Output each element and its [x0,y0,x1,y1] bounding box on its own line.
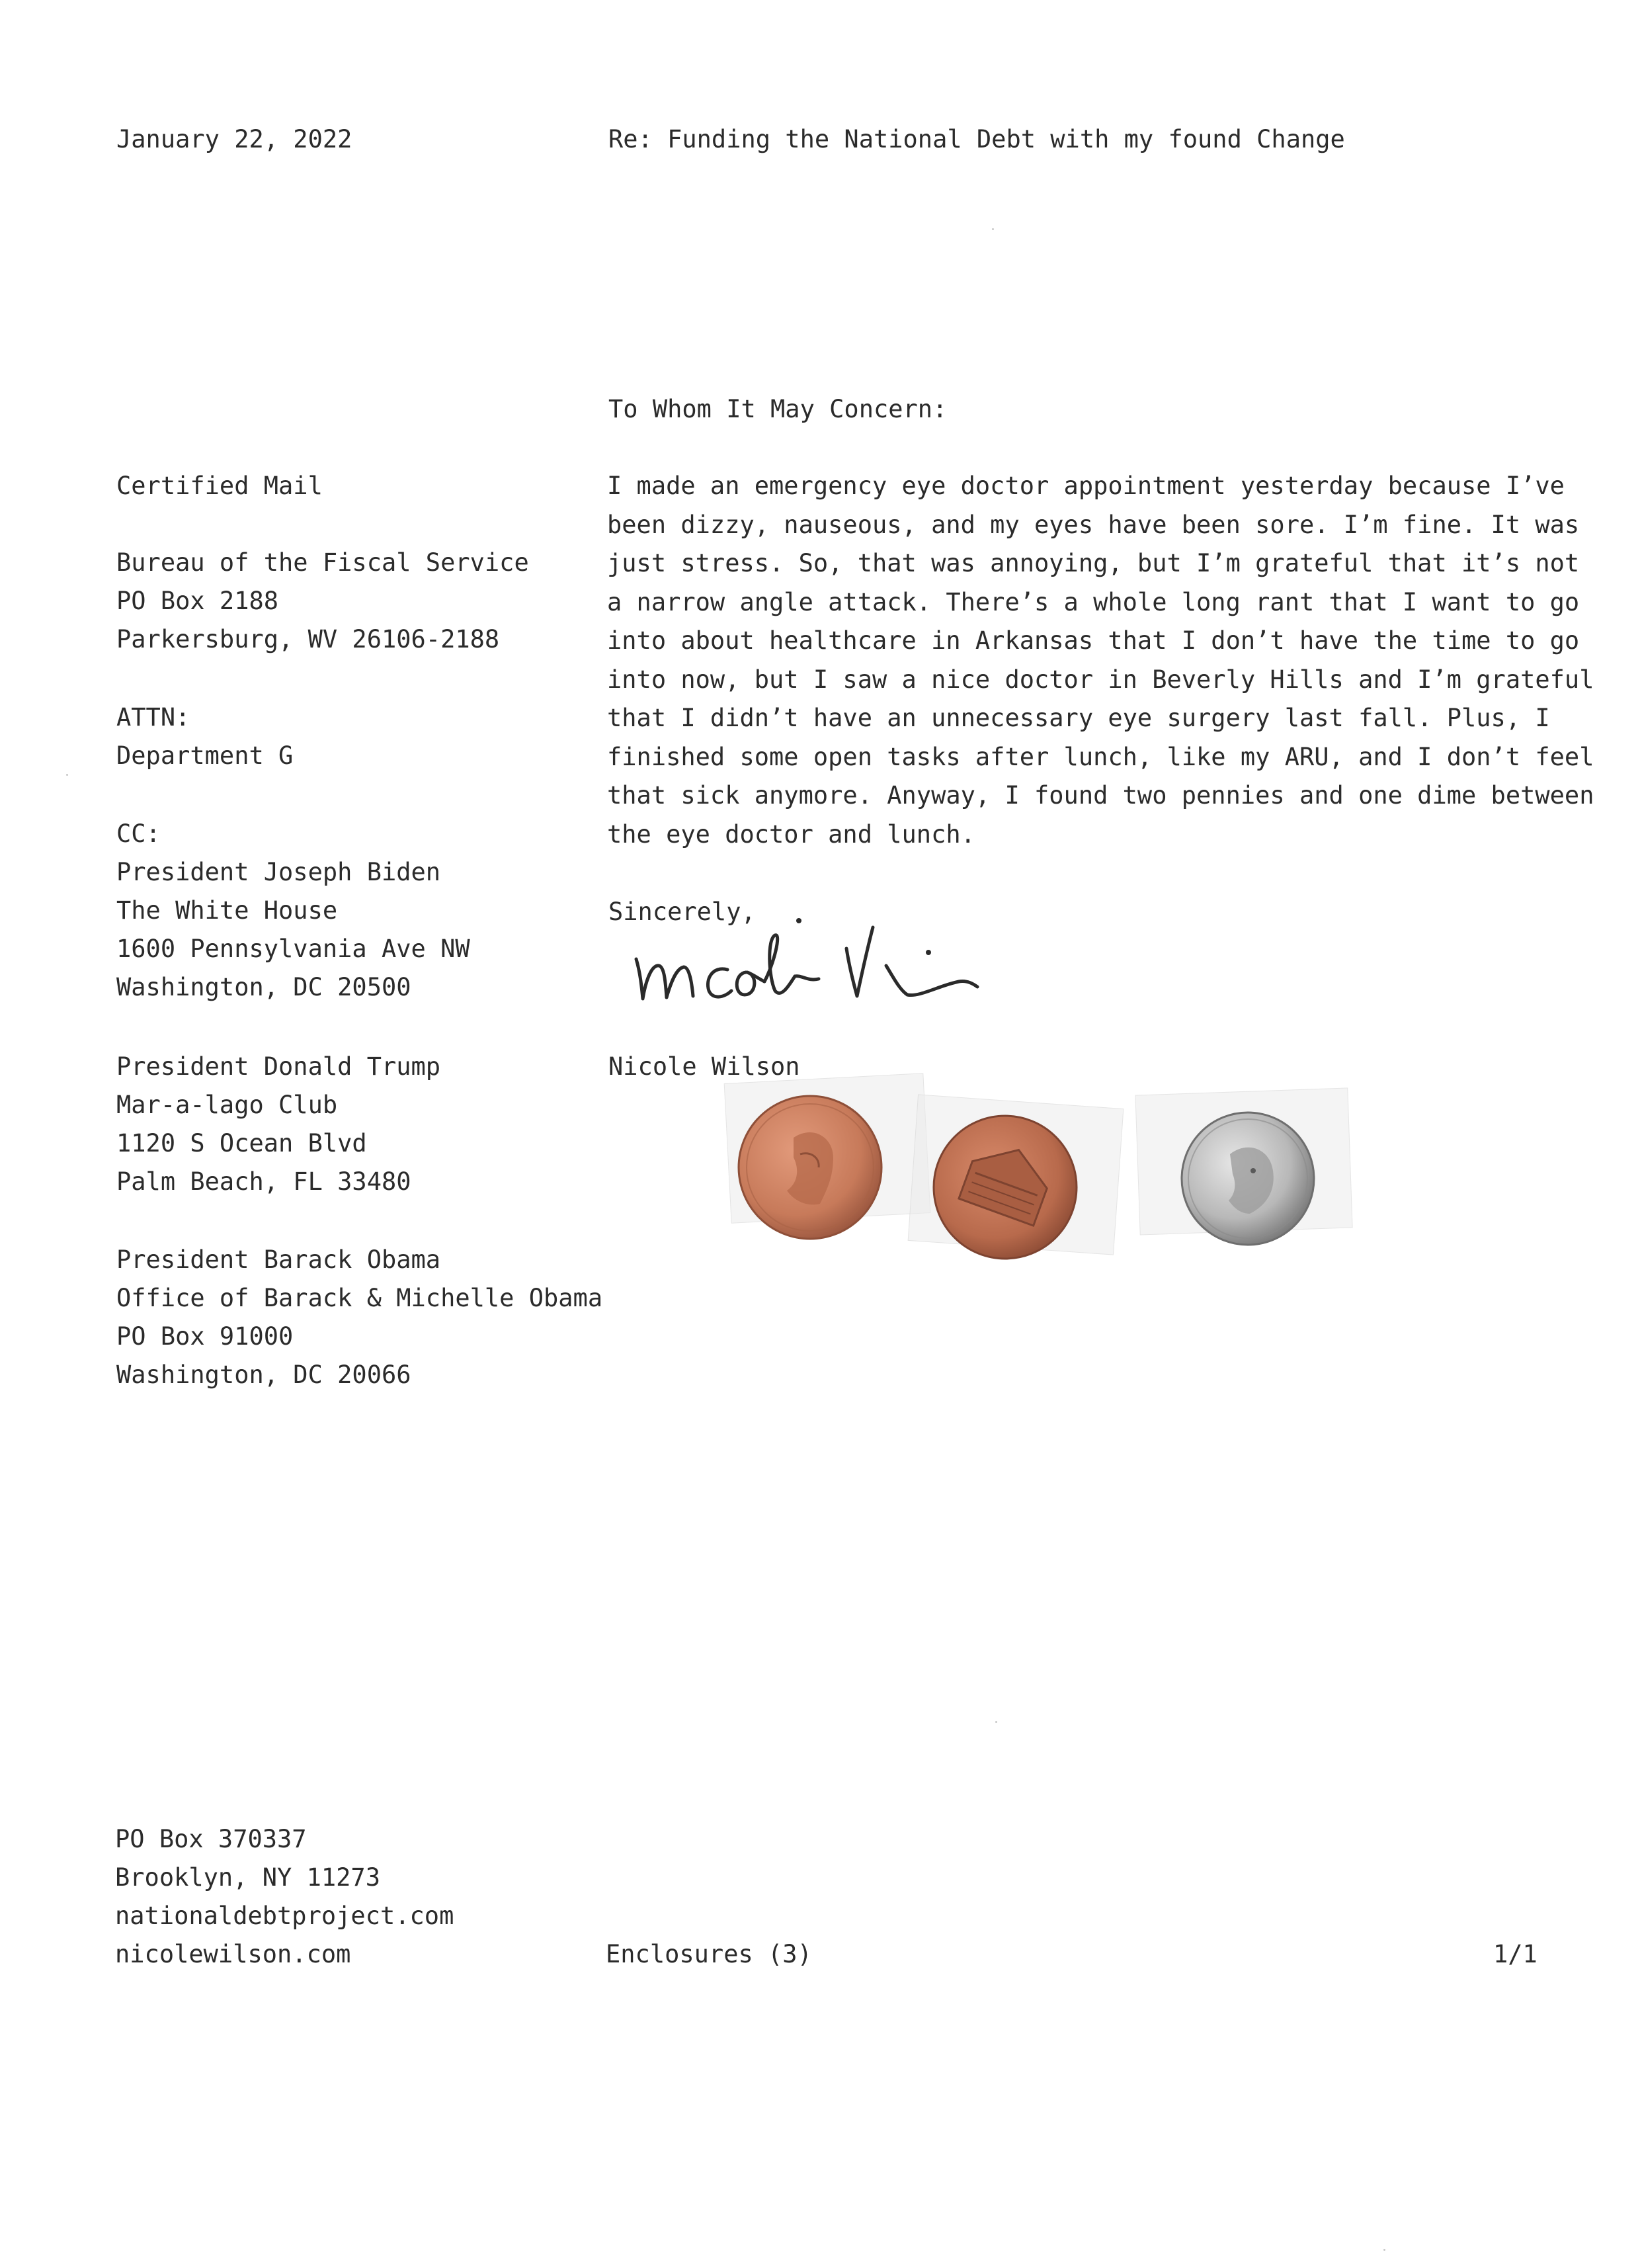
salutation: To Whom It May Concern: [608,395,948,423]
recipient-line: PO Box 2188 [116,587,279,615]
enclosures-note: Enclosures (3) [606,1940,812,1968]
cc-line: Washington, DC 20500 [116,973,411,1001]
dime-obverse-icon [1177,1108,1319,1250]
body-line: I made an emergency eye doctor appointment yesterday because I’ve [607,472,1565,500]
letter-date: January 22, 2022 [116,125,352,153]
signer-name: Nicole Wilson [608,1052,800,1081]
cc-line: 1120 S Ocean Blvd [116,1129,367,1157]
cc-line: The White House [116,896,338,925]
cc-line: Office of Barack & Michelle Obama [116,1284,603,1312]
cc-label: CC: [116,819,161,848]
scan-speck [995,1721,997,1723]
sender-line: PO Box 370337 [115,1825,307,1853]
signature-icon [628,913,985,1012]
cc-line: Palm Beach, FL 33480 [116,1167,411,1196]
cc-line: 1600 Pennsylvania Ave NW [116,935,470,963]
cc-line: Mar-a-lago Club [116,1091,338,1119]
cc-recipient-trump [116,1048,440,1201]
attention-block [116,698,293,775]
scan-speck [992,228,994,230]
body-line: that I didn’t have an unnecessary eye surgery last fall. Plus, I [607,704,1550,732]
cc-recipient-biden [116,853,470,1007]
body-line: into about healthcare in Arkansas that I don’t have the time to go [607,626,1580,655]
body-line: finished some open tasks after lunch, like my ARU, and I don’t feel [607,742,1594,771]
page-number: 1/1 [1493,1940,1538,1968]
sender-line: nicolewilson.com [115,1940,351,1968]
cc-line: President Joseph Biden [116,858,441,886]
cc-line: President Donald Trump [116,1052,441,1081]
letter-body [607,467,1594,854]
cc-recipient-obama [116,1241,602,1394]
sender-line: Brooklyn, NY 11273 [115,1863,380,1892]
mail-type: Certified Mail [116,472,323,500]
body-line: been dizzy, nauseous, and my eyes have been sore. I’m fine. It was [607,510,1580,539]
scan-speck [66,774,68,776]
cc-line: President Barack Obama [116,1245,441,1274]
body-line: just stress. So, that was annoying, but I’m grateful that it’s not [607,549,1580,577]
cc-label-block [116,815,161,853]
body-line: the eye doctor and lunch. [607,819,975,849]
scan-speck [1383,2249,1385,2251]
recipient-line: Bureau of the Fiscal Service [116,548,529,577]
cc-line: PO Box 91000 [116,1322,294,1351]
sender-line: nationaldebtproject.com [115,1902,454,1930]
letter-subject: Re: Funding the National Debt with my found Change [608,125,1345,153]
sender-address [115,1820,454,1974]
body-line: that sick anymore. Anyway, I found two pennies and one dime between [607,781,1594,810]
recipient-address [116,544,529,659]
penny-reverse-icon [929,1111,1081,1263]
attn-value: Department G [116,741,294,770]
closing: Sincerely, [608,898,756,926]
penny-obverse-icon [734,1091,886,1243]
attn-label: ATTN: [116,703,190,732]
body-line: into now, but I saw a nice doctor in Beverly Hills and I’m grateful [607,665,1594,694]
enclosed-coins [714,1071,1375,1290]
mailing-info [116,467,323,505]
body-line: a narrow angle attack. There’s a whole long rant that I want to go [607,587,1580,616]
cc-line: Washington, DC 20066 [116,1361,411,1389]
recipient-line: Parkersburg, WV 26106-2188 [116,625,500,653]
